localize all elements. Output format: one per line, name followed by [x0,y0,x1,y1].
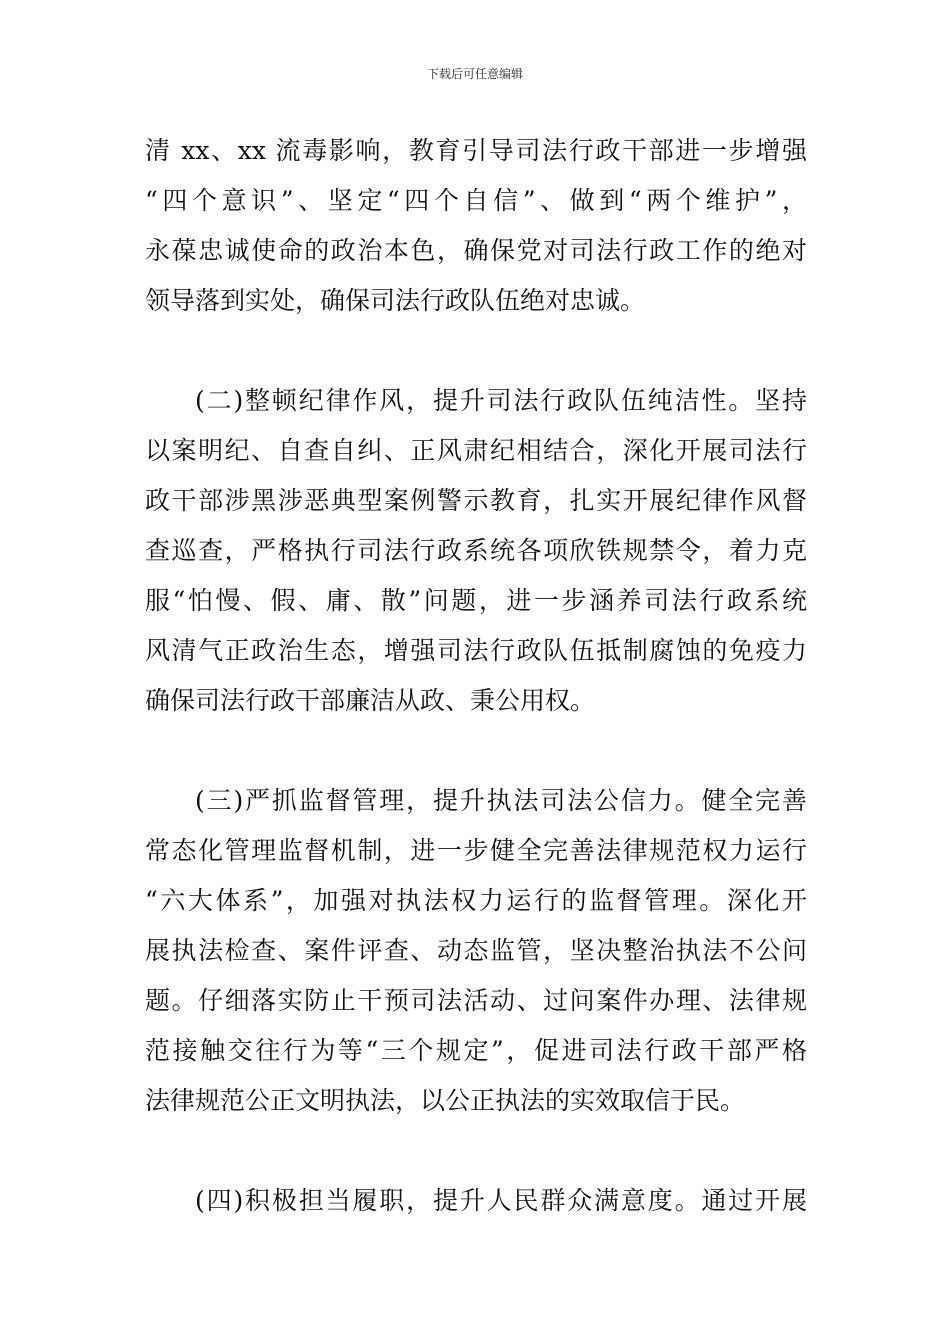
paragraph-line: 永葆忠诚使命的政治本色，确保党对司法行政工作的绝对 [145,236,807,265]
paragraph-1 [145,126,807,326]
paragraph-line: 确保司法行政干部廉洁从政、秉公用权。 [145,686,596,715]
paragraph-4 [145,1176,807,1226]
paragraph-line: (二)整顿纪律作风，提升司法行政队伍纯洁性。坚持 [195,386,807,415]
paragraph-line: 政干部涉黑涉恶典型案例警示教育，扎实开展纪律作风督 [145,486,807,515]
paragraph-line: 展执法检查、案件评查、动态监管，坚决整治执法不公问 [145,936,807,965]
document-body [145,126,807,1226]
paragraph-3 [145,776,807,1126]
paragraph-line: (四)积极担当履职，提升人民群众满意度。通过开展 [195,1186,807,1215]
paragraph-line: 常态化管理监督机制，进一步健全完善法律规范权力运行 [145,836,807,865]
paragraph-line: 题。仔细落实防止干预司法活动、过问案件办理、法律规 [145,986,807,1015]
paragraph-line: “四个意识”、坚定“四个自信”、做到“两个维护”， [145,186,807,215]
paragraph-line: 法律规范公正文明执法，以公正执法的实效取信于民。 [145,1086,746,1115]
paragraph-line: (三)严抓监督管理，提升执法司法公信力。健全完善 [195,786,807,815]
paragraph-line: 服“怕慢、假、庸、散”问题，进一步涵养司法行政系统 [145,586,807,615]
paragraph-line: 领导落到实处，确保司法行政队伍绝对忠诚。 [145,286,646,315]
paragraph-line: 清 xx、xx 流毒影响，教育引导司法行政干部进一步增强 [145,136,807,165]
paragraph-line: 范接触交往行为等“三个规定”，促进司法行政干部严格 [145,1036,807,1065]
paragraph-line: 查巡查，严格执行司法行政系统各项欣铁规禁令，着力克 [145,536,807,565]
paragraph-line: 风清气正政治生态，增强司法行政队伍抵制腐蚀的免疫力 [145,636,807,665]
page-header: 下载后可任意编辑 [426,67,523,81]
paragraph-line: 以案明纪、自查自纠、正风肃纪相结合，深化开展司法行 [145,436,807,465]
paragraph-line: “六大体系”，加强对执法权力运行的监督管理。深化开 [145,886,807,915]
paragraph-2 [145,376,807,726]
